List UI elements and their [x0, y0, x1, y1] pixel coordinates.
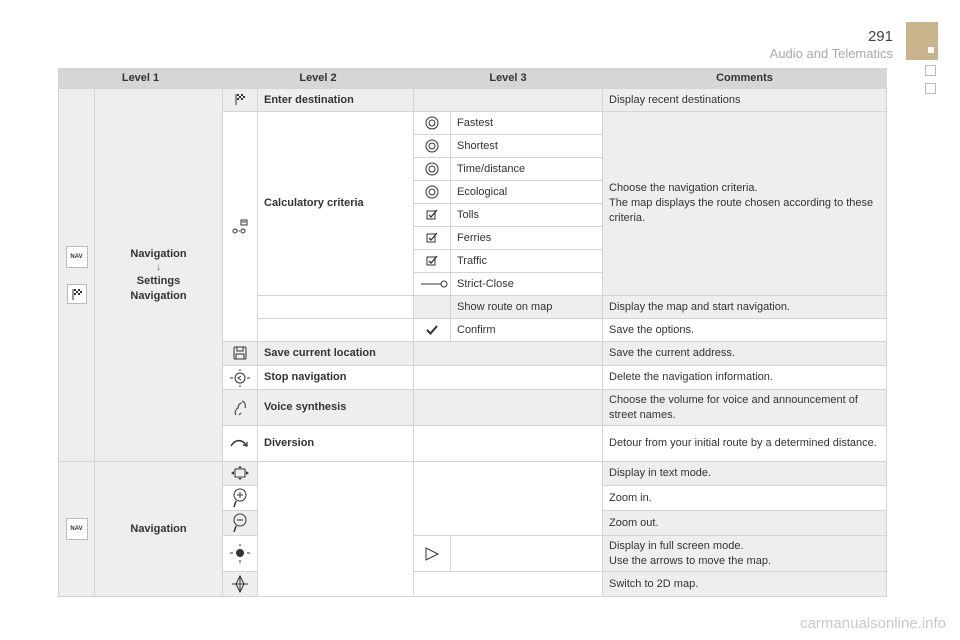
- header-level3: Level 3: [414, 69, 603, 89]
- watermark: carmanualsonline.info: [800, 615, 946, 632]
- option-time-distance[interactable]: Time/distance: [451, 158, 603, 181]
- target-circle-icon[interactable]: [414, 181, 451, 204]
- calculatory-criteria-label: Calculatory criteria: [258, 112, 414, 296]
- confirm-comment: Save the options.: [603, 319, 887, 342]
- nav-badge: NAV: [66, 518, 88, 540]
- empty-cell: [258, 296, 414, 319]
- diversion-icon[interactable]: [223, 426, 258, 462]
- stop-navigation-comment: Delete the navigation information.: [603, 366, 887, 390]
- show-route-label[interactable]: Show route on map: [451, 296, 603, 319]
- page-number: 291: [867, 28, 893, 45]
- zoom-out-icon[interactable]: [223, 511, 258, 536]
- navigation-menu-table: [58, 68, 887, 597]
- empty-cell: [414, 390, 603, 426]
- target-circle-icon[interactable]: [414, 112, 451, 135]
- checkbox-icon[interactable]: [414, 204, 451, 227]
- map-2d-comment: Switch to 2D map.: [603, 572, 887, 597]
- map-2d-icon[interactable]: [223, 572, 258, 597]
- calculatory-criteria-comment: Choose the navigation criteria. The map displays the route chosen according to these criteria.: [603, 112, 887, 296]
- zoom-in-comment: Zoom in.: [603, 486, 887, 511]
- play-triangle-icon[interactable]: [414, 536, 451, 572]
- voice-icon[interactable]: [223, 390, 258, 426]
- zoom-in-icon[interactable]: [223, 486, 258, 511]
- diversion-label: Diversion: [258, 426, 414, 462]
- nav-badge: NAV: [66, 246, 88, 268]
- option-fastest[interactable]: Fastest: [451, 112, 603, 135]
- show-route-comment: Display the map and start navigation.: [603, 296, 887, 319]
- empty-cell: [451, 536, 603, 572]
- checkbox-icon[interactable]: [414, 227, 451, 250]
- option-tolls[interactable]: Tolls: [451, 204, 603, 227]
- target-circle-icon[interactable]: [414, 158, 451, 181]
- stop-navigation-icon[interactable]: [223, 366, 258, 390]
- checkmark-icon[interactable]: [414, 319, 451, 342]
- table-header-row: [59, 69, 887, 89]
- empty-cell: [414, 89, 603, 112]
- empty-cell: [258, 462, 414, 597]
- move-arrows-icon[interactable]: [223, 462, 258, 486]
- empty-cell: [414, 462, 603, 536]
- empty-cell: [414, 342, 603, 366]
- save-icon[interactable]: [223, 342, 258, 366]
- target-circle-icon[interactable]: [414, 135, 451, 158]
- empty-cell: [414, 426, 603, 462]
- level1-navigation-sub-label: Navigation: [130, 289, 187, 302]
- level1-navigation-label: Navigation: [95, 462, 223, 597]
- option-strict-close[interactable]: Strict-Close: [451, 273, 603, 296]
- option-shortest[interactable]: Shortest: [451, 135, 603, 158]
- route-calc-icon[interactable]: [223, 112, 258, 342]
- option-traffic[interactable]: Traffic: [451, 250, 603, 273]
- option-ferries[interactable]: Ferries: [451, 227, 603, 250]
- empty-cell: [414, 572, 603, 597]
- empty-cell: [414, 296, 451, 319]
- checkbox-icon[interactable]: [414, 250, 451, 273]
- level1-icons-cell: [59, 89, 95, 462]
- option-ecological[interactable]: Ecological: [451, 181, 603, 204]
- empty-cell: [258, 319, 414, 342]
- diversion-comment: Detour from your initial route by a determined distance.: [603, 426, 887, 462]
- map-pointer-icon[interactable]: [223, 536, 258, 572]
- chapter-tab: [906, 22, 938, 60]
- voice-synthesis-label: Voice synthesis: [258, 390, 414, 426]
- enter-destination-comment: Display recent destinations: [603, 89, 887, 112]
- page-marker-square: [925, 83, 936, 94]
- confirm-label[interactable]: Confirm: [451, 319, 603, 342]
- checkered-flag-icon: [67, 284, 87, 304]
- empty-cell: [414, 366, 603, 390]
- slider-icon[interactable]: [414, 273, 451, 296]
- level1-settings-label: Settings: [136, 274, 181, 287]
- enter-destination-label: Enter destination: [258, 89, 414, 112]
- table-row: [59, 462, 887, 486]
- level1-label-cell: [95, 89, 223, 462]
- header-level1: Level 1: [59, 69, 223, 89]
- full-screen-comment: Display in full screen mode. Use the arrows to move the map.: [603, 536, 887, 572]
- header-level2: Level 2: [223, 69, 414, 89]
- header-comments: Comments: [603, 69, 887, 89]
- level1-icons-cell: [59, 462, 95, 597]
- table-row: [59, 89, 887, 112]
- save-location-comment: Save the current address.: [603, 342, 887, 366]
- checkered-flag-icon[interactable]: [223, 89, 258, 112]
- stop-navigation-label: Stop navigation: [258, 366, 414, 390]
- down-arrow-icon: ↓: [156, 261, 161, 273]
- save-location-label: Save current location: [258, 342, 414, 366]
- section-title: Audio and Telematics: [769, 46, 893, 61]
- chapter-tab-mark: [928, 47, 934, 53]
- zoom-out-comment: Zoom out.: [603, 511, 887, 536]
- level1-navigation-label: Navigation: [130, 247, 187, 260]
- page-marker-square: [925, 65, 936, 76]
- text-mode-comment: Display in text mode.: [603, 462, 887, 486]
- voice-synthesis-comment: Choose the volume for voice and announcement of street names.: [603, 390, 887, 426]
